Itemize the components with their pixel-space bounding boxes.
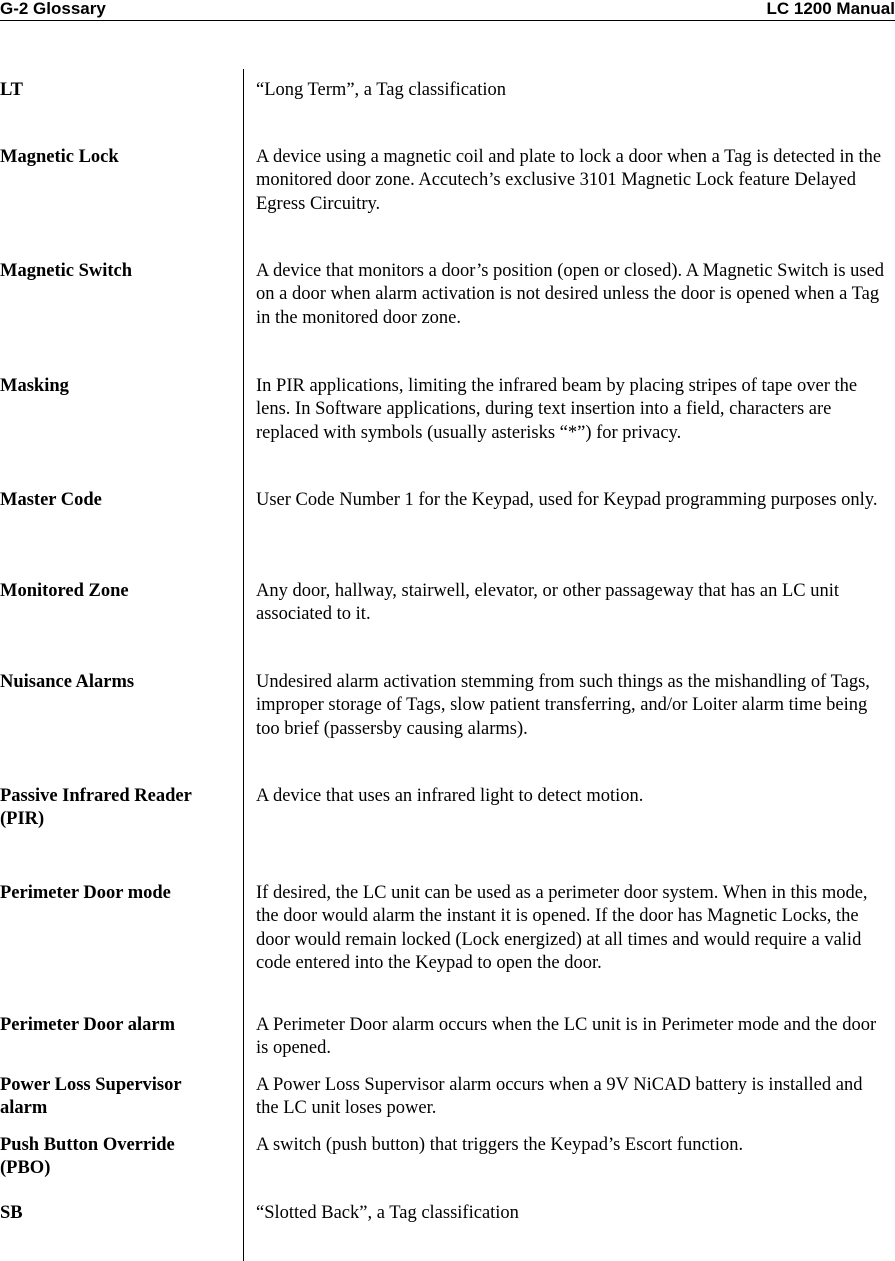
page-header [0, 0, 895, 21]
glossary-term: SB [0, 1203, 23, 1223]
glossary-definition: User Code Number 1 for the Keypad, used for Keypad programming purposes only. [256, 490, 878, 510]
section-title: G-2 Glossary [0, 0, 106, 18]
glossary-term: Masking [0, 376, 69, 396]
glossary-definition: “Long Term”, a Tag classification [256, 80, 506, 100]
glossary-definition: A device that monitors a door’s position (open or closed). A Magnetic Switch is used on a door when alarm activation is not desired unless the door is opened when a Tag in the monitored door zone. [256, 261, 885, 328]
glossary-definition: A switch (push button) that triggers the Keypad’s Escort function. [256, 1135, 744, 1155]
glossary-term: Passive Infrared Reader (PIR) [0, 786, 192, 829]
glossary-definition: A device that uses an infrared light to detect motion. [256, 786, 644, 806]
glossary-term: Power Loss Supervisor alarm [0, 1075, 182, 1118]
glossary-definition: “Slotted Back”, a Tag classification [256, 1203, 519, 1223]
glossary-definition: In PIR applications, limiting the infrared beam by placing stripes of tape over the lens. In Software applications, during text insertion into a field, characters are replaced with symbols (usually asterisks “*”) for privacy. [256, 376, 858, 443]
glossary-definition: Any door, hallway, stairwell, elevator, or other passageway that has an LC unit associated to it. [256, 581, 839, 625]
glossary-term: Master Code [0, 490, 102, 510]
glossary-term: Push Button Override (PBO) [0, 1135, 175, 1178]
glossary-definition: A Perimeter Door alarm occurs when the LC unit is in Perimeter mode and the door is opened. [256, 1015, 877, 1059]
glossary-definition: A Power Loss Supervisor alarm occurs when a 9V NiCAD battery is installed and the LC unit loses power. [256, 1075, 863, 1119]
glossary-term: LT [0, 80, 23, 100]
glossary-term: Magnetic Lock [0, 147, 119, 167]
glossary-term: Perimeter Door mode [0, 883, 171, 903]
column-divider [243, 69, 244, 1261]
glossary-definition: Undesired alarm activation stemming from such things as the mishandling of Tags, improper storage of Tags, slow patient transferring, and/or Loiter alarm time being too brief (passersby causing alarms). [256, 672, 870, 739]
glossary-definition: A device using a magnetic coil and plate to lock a door when a Tag is detected in the monitored door zone. Accutech’s exclusive 3101 Magnetic Lock feature Delayed Egress Circuitry. [256, 147, 882, 214]
glossary-term: Magnetic Switch [0, 261, 133, 281]
manual-title: LC 1200 Manual [766, 0, 895, 18]
glossary-term: Perimeter Door alarm [0, 1015, 175, 1035]
glossary-term: Nuisance Alarms [0, 672, 135, 692]
glossary-term: Monitored Zone [0, 581, 129, 601]
glossary-definition: If desired, the LC unit can be used as a perimeter door system. When in this mode, the door would alarm the instant it is opened. If the door has Magnetic Locks, the door would remain locked (Lock energized) at all times and would require a valid code entered into the Keypad to open the door. [256, 883, 868, 973]
